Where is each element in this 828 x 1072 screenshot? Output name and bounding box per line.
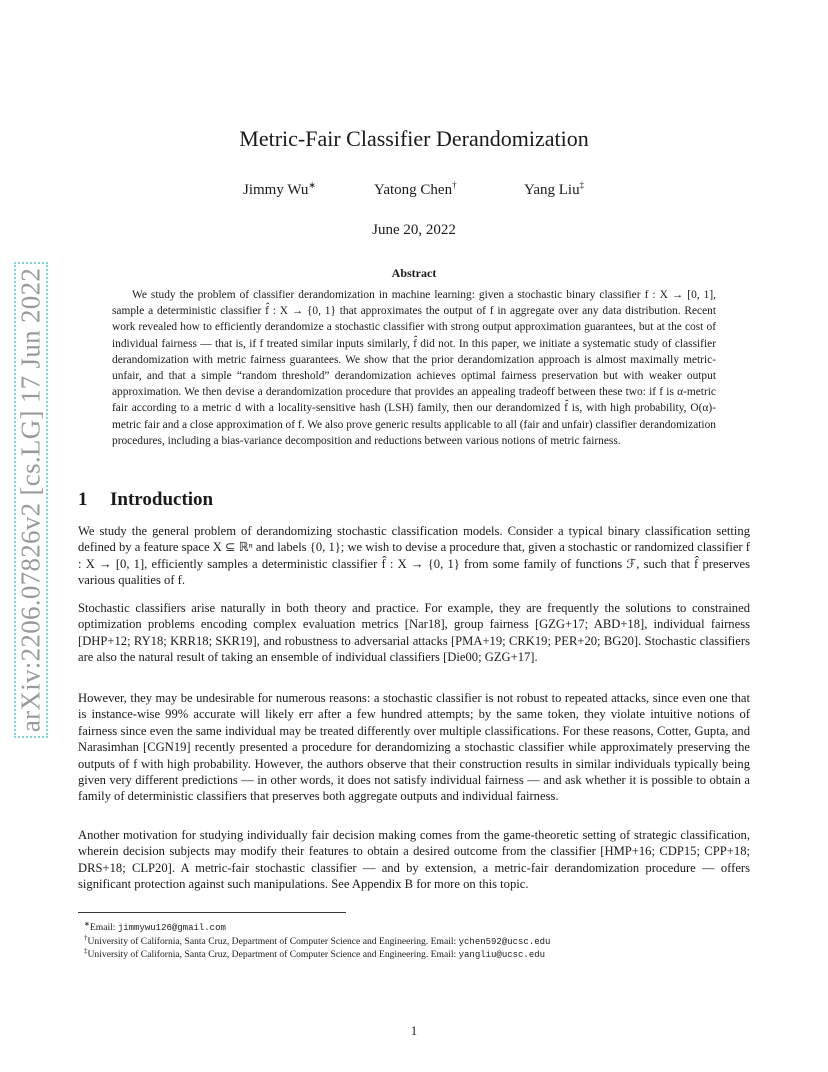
section-number: 1: [78, 489, 88, 510]
arxiv-stamp: arXiv:2206.07826v2 [cs.LG] 17 Jun 2022: [15, 267, 46, 733]
footnote-1: ∗Email: jimmywu126@gmail.com: [84, 920, 226, 934]
footnote-2-email[interactable]: ychen592@ucsc.edu: [458, 937, 551, 948]
footnote-2: †University of California, Santa Cruz, Department of Computer Science and Engineering. Email: ychen592@ucsc.edu: [84, 934, 551, 948]
section-title: Introduction: [110, 489, 214, 510]
footnote-3: ‡University of California, Santa Cruz, Department of Computer Science and Engineering. Email: yangliu@ucsc.edu: [84, 947, 546, 961]
author-1: Jimmy Wu∗: [243, 180, 316, 198]
footnote-rule: [78, 912, 346, 913]
intro-paragraph-2: Stochastic classifiers arise naturally in both theory and practice. For example, they are frequently the solutions to constrained optimization problems encoding complex evaluation metrics [Nar18], group fairness [GZG+17; ABD+18], individual fairness [DHP+12; RY18; KRR18; SKR19], and robustness to adversarial attacks [PMA+19; CRK19; PER+20; BG20]. Stochastic classifiers are also the natural result of taking an ensemble of individual classifiers [Die00; GZG+17].: [78, 601, 750, 665]
intro-paragraph-1: We study the general problem of derandomizing stochastic classification models. Consider a typical binary classification setting defined by a feature space X ⊆ ℝⁿ and labels {0, 1}; we wish to devise a procedure that, given a stochastic or randomized classifier f : X → [0, 1], efficiently samples a deterministic classifier f̂ : X → {0, 1} from some family of functions ℱ, such that f̂ preserves various qualities of f.: [78, 524, 750, 588]
abstract-text: We study the problem of classifier derandomization in machine learning: given a stochastic binary classifier f : X → [0, 1], sample a deterministic classifier f̂ : X → {0, 1} that approximates the output of f in aggregate over any data distribution. Recent work revealed how to efficiently derandomize a stochastic classifier with strong output approximation guarantees, but at the cost of individual fairness — that is, if f treated similar inputs similarly, f̂ did not. In this paper, we initiate a systematic study of classifier derandomization with metric fairness guarantees. We show that the prior derandomization approach is almost maximally metric-unfair, and that a simple “random threshold” derandomization achieves optimal fairness preservation but with weaker output approximation. We then devise a derandomization procedure that provides an appealing tradeoff between these two: if f is α-metric fair according to a metric d with a locality-sensitive hash (LSH) family, then our derandomized f̂ is, with high probability, O(α)-metric fair and a close approximation of f. We also prove generic results applicable to all (fair and unfair) classifier derandomization procedures, including a bias-variance decomposition and reductions between various notions of metric fairness.: [112, 289, 716, 447]
paper-date: June 20, 2022: [372, 222, 456, 238]
footnote-1-email[interactable]: jimmywu126@gmail.com: [117, 923, 226, 934]
author-3: Yang Liu‡: [524, 180, 585, 198]
page-number: 1: [410, 1024, 418, 1038]
intro-paragraph-4: Another motivation for studying individually fair decision making comes from the game-theoretic setting of strategic classification, wherein decision subjects may modify their features to obtain a desired outcome from the classifier [HMP+16; CDP15; CPP+18; DRS+18; CLP20]. A metric-fair stochastic classifier — and by extension, a metric-fair derandomization procedure — offers significant protection against such manipulations. See Appendix B for more on this topic.: [78, 828, 750, 892]
footnote-3-email[interactable]: yangliu@ucsc.edu: [458, 950, 546, 961]
abstract-heading: Abstract: [391, 266, 437, 280]
paper-title: Metric-Fair Classifier Derandomization: [239, 126, 589, 151]
intro-paragraph-3: However, they may be undesirable for numerous reasons: a stochastic classifier is not robust to repeated attacks, since even one that is instance-wise 99% accurate will likely err after a few hundred attempts; by the same token, they violate intuitive notions of fairness since even the same individual may be treated differently over multiple classifications. For these reasons, Cotter, Gupta, and Narasimhan [CGN19] recently presented a procedure for derandomizing a stochastic classifier while approximately preserving the outputs of f with high probability. However, the authors observe that their construction results in similar individuals typically being given very different predictions — in other words, it does not satisfy individual fairness — and ask whether it is possible to obtain a family of deterministic classifiers that preserves both aggregate outputs and individual fairness.: [78, 691, 750, 804]
author-2: Yatong Chen†: [374, 180, 457, 198]
